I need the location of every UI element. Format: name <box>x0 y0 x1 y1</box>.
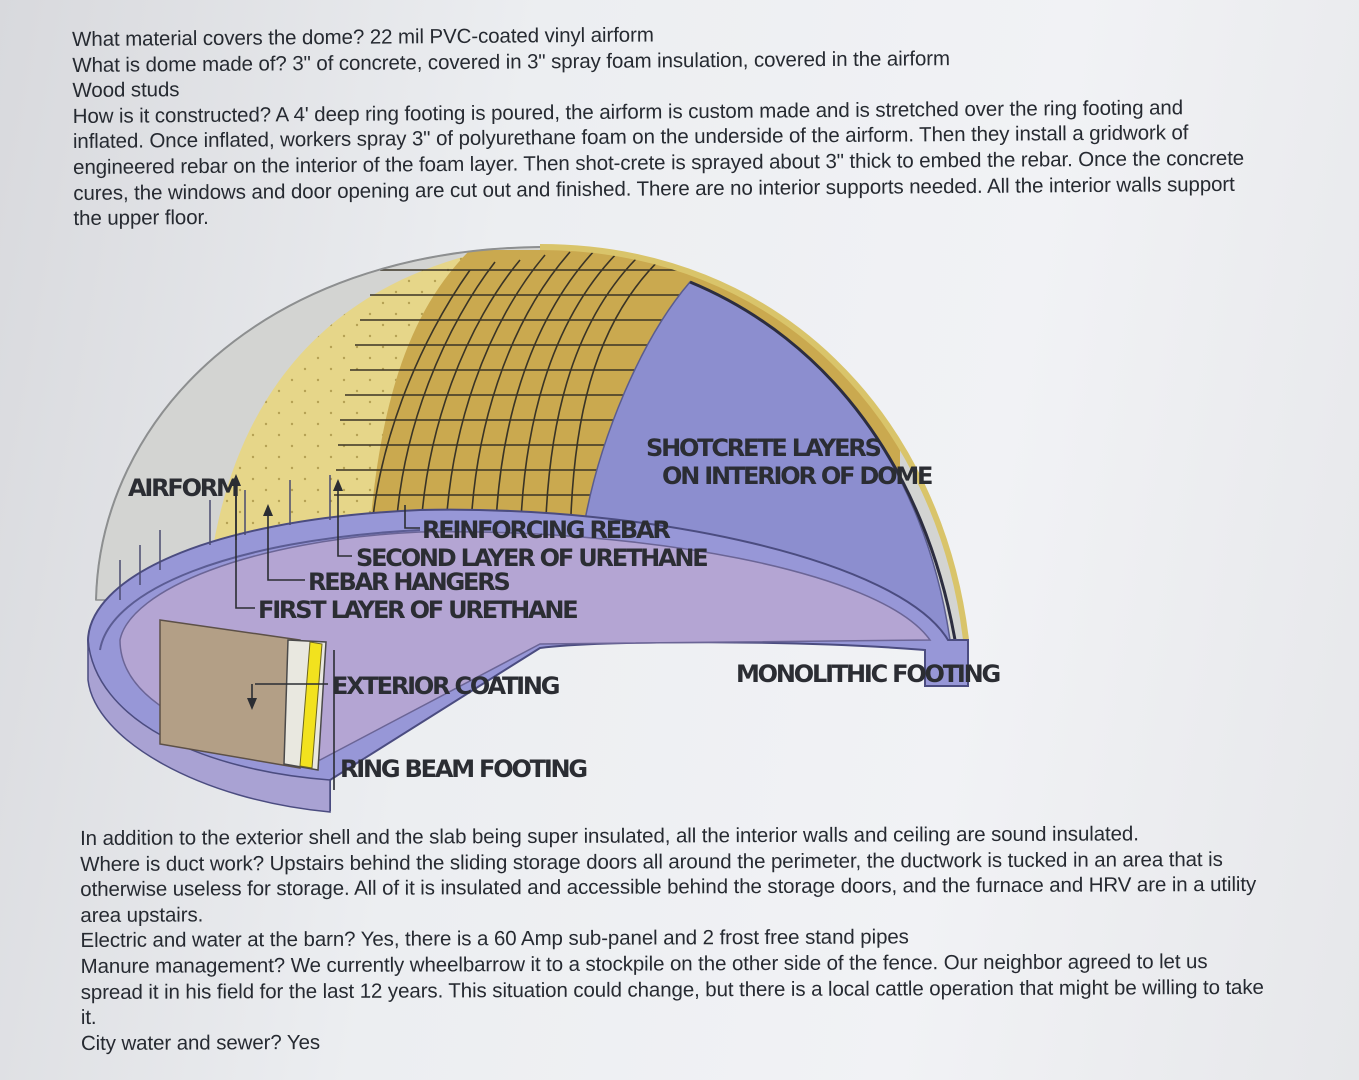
note-wood-studs: Wood studs <box>72 78 180 103</box>
label-ring-beam-footing: RING BEAM FOOTING <box>340 755 586 783</box>
question-construction: How is it constructed? A 4' deep ring footing is poured, the airform is custom made and is stretched over the ring footing and inflated. Once inflated, workers spray 3" of polyurethane foam on the underside of the airform. Then they install a gridwork of engineered rebar on the interior of the foam layer. Then shot-crete is sprayed about 3" thick to embed the rebar. Once the concrete cures, the windows and door opening are cut out and finished. There are no interior supports needed. All the interior walls support the upper floor. <box>72 96 1245 231</box>
bottom-text-block <box>80 821 1271 1057</box>
question-dome-cover: What material covers the dome? 22 mil PVC-coated vinyl airform <box>72 23 654 51</box>
label-exterior-coating: EXTERIOR COATING <box>332 672 559 700</box>
note-insulation: In addition to the exterior shell and the slab being super insulated, all the interior walls and ceiling are sound insulated. <box>80 822 1139 850</box>
label-first-layer: FIRST LAYER OF URETHANE <box>258 596 577 624</box>
label-reinforcing-rebar: REINFORCING REBAR <box>422 516 669 544</box>
label-shotcrete-1: SHOTCRETE LAYERS <box>646 434 880 462</box>
label-rebar-hangers: REBAR HANGERS <box>308 568 509 596</box>
label-shotcrete-2: ON INTERIOR OF DOME <box>662 462 932 490</box>
label-airform: AIRFORM <box>128 474 238 502</box>
dome-construction-diagram <box>0 230 1359 830</box>
top-text-block <box>72 18 1259 232</box>
question-city-water: City water and sewer? Yes <box>80 1030 321 1055</box>
question-duct-work: Where is duct work? Upstairs behind the sliding storage doors all around the perimeter, the ductwork is tucked in an area that is otherwise useless for storage. All of it is insulated and accessible behind the storage doors, and the furnace and HRV are in a utility area upstairs. <box>80 847 1257 927</box>
label-monolithic-footing: MONOLITHIC FOOTING <box>736 660 1000 688</box>
question-manure: Manure management? We currently wheelbarrow it to a stockpile on the other side of the fence. Our neighbor agreed to let us spread it in his field for the last 12 years. This situation could change, but there is a local cattle operation that might be willing to take it. <box>80 950 1264 1030</box>
label-second-layer: SECOND LAYER OF URETHANE <box>356 544 707 572</box>
question-dome-material: What is dome made of? 3" of concrete, covered in 3" spray foam insulation, covered in the airform <box>72 46 951 77</box>
question-electric-water: Electric and water at the barn? Yes, there is a 60 Amp sub-panel and 2 frost free stand pipes <box>80 925 909 953</box>
wall-cutaway <box>160 620 300 768</box>
